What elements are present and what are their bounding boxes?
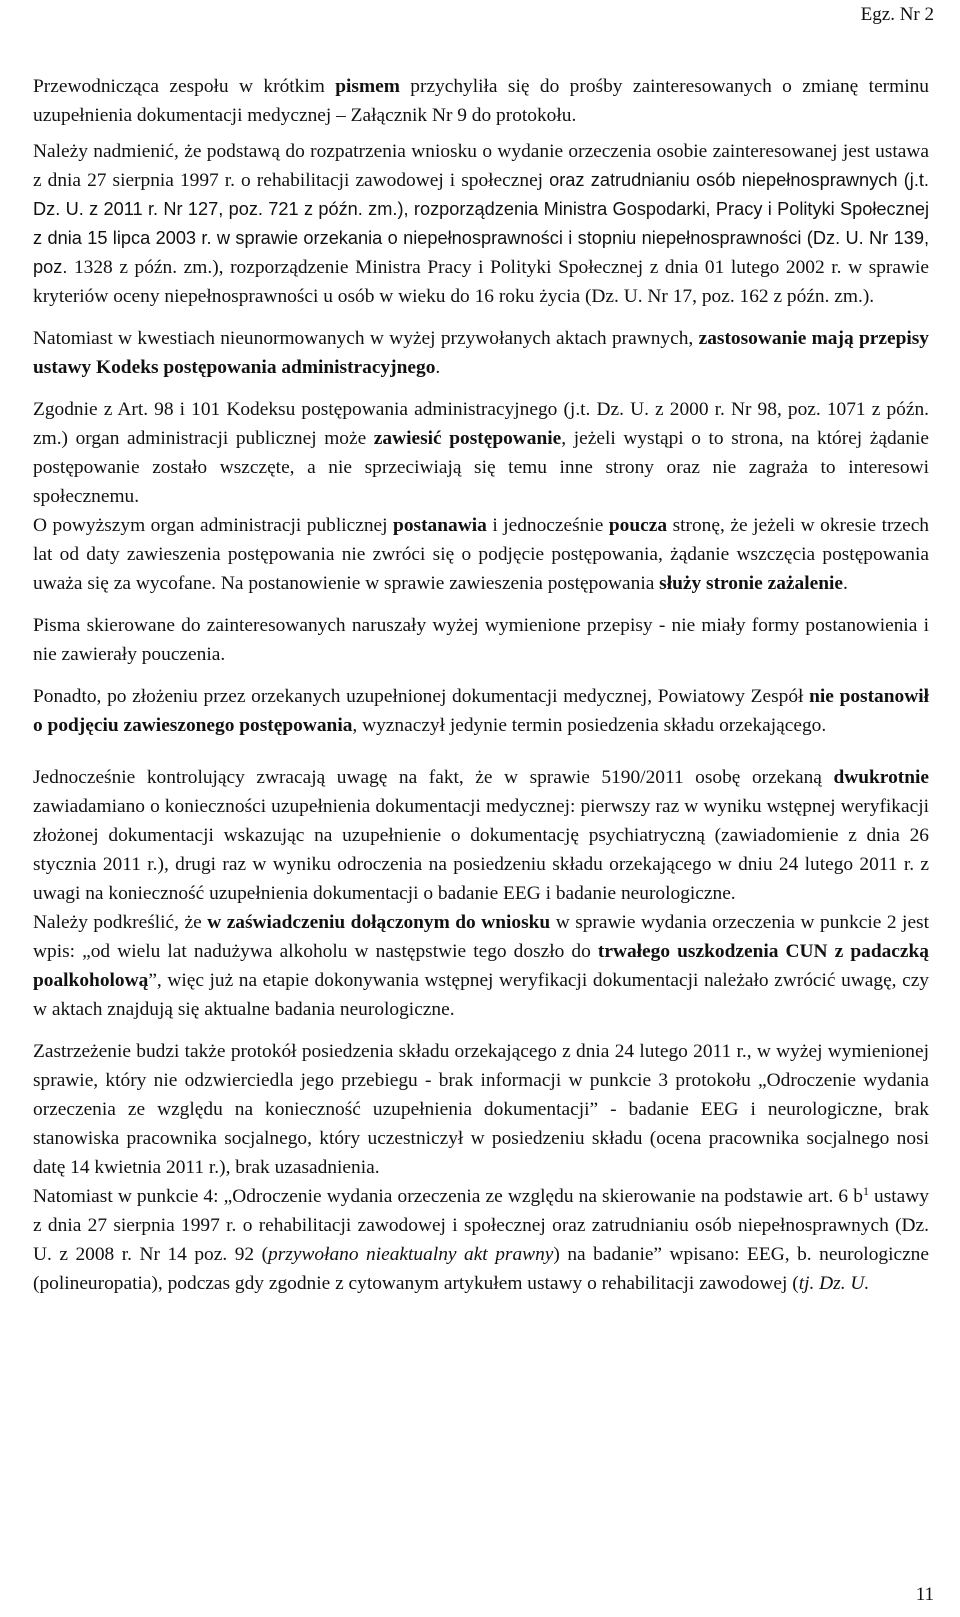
- paragraph-letters-violation: [33, 611, 929, 669]
- text-run: Natomiast w punkcie 4: „Odroczenie wydania orzeczenia ze względu na skierowanie na podstawie art. 6 b: [33, 1186, 863, 1207]
- text-run: Natomiast w kwestiach nieunormowanych w wyżej przywołanych aktach prawnych,: [33, 328, 699, 349]
- bold-text-run: zawiesić postępowanie: [373, 428, 562, 449]
- text-run: ”, więc już na etapie dokonywania wstępnej weryfikacji dokumentacji należało zwrócić uwagę, czy w aktach znajdują się aktualne badania neurologiczne.: [33, 970, 929, 1020]
- text-run: w sprawie wydania orzeczenia w punkcie 2 jest wpis: „od wielu lat nadużywa alkoholu w następstwie tego doszło do: [33, 912, 929, 962]
- text-run: , wyznaczył jedynie termin posiedzenia składu orzekającego.: [352, 715, 827, 736]
- paragraph-letter-to-interested: [33, 72, 929, 130]
- text-run: Przewodnicząca zespołu w krótkim: [33, 76, 336, 97]
- paragraph-protocol-reservation: [33, 1037, 929, 1182]
- italic-text-run: przywołano nieaktualny akt prawny: [268, 1244, 554, 1265]
- bold-text-run: trwałego uszkodzenia CUN z padaczką poalkoholową: [33, 941, 929, 991]
- text-run: zawiadamiano o konieczności uzupełnienia dokumentacji medycznej: pierwszy raz w wyniku wstępnej weryfikacji złożonej dokumentacji wskazując na uzupełnienie o dokumentację psychiatryczną (zawiadomienie z dnia 26 stycznia 2011 r.), drugi raz w wyniku odroczenia na posiedzeniu składu orzekającego w dniu 24 lutego 2011 r. z uwagi na konieczność uzupełnienia dokumentacji o badanie EEG i badanie neurologiczne.: [33, 796, 929, 904]
- text-run: i jednocześnie: [486, 515, 609, 536]
- bold-text-run: w zaświadczeniu dołączonym do wniosku: [207, 912, 551, 933]
- document-copy-label: Egz. Nr 2: [860, 4, 934, 25]
- bold-text-run: nie postanowił o podjęciu zawieszonego postępowania: [33, 686, 930, 736]
- text-run: Zastrzeżenie budzi także protokół posiedzenia składu orzekającego z dnia 24 lutego 2011 r., w wyżej wymienionej sprawie, który nie odzwierciedla jego przebiegu - brak informacji w punkcie 3 protokołu „Odroczenie wydania orzeczenia ze względu na konieczność uzupełnienia dokumentacji” - badanie EEG i neurologiczne, brak stanowiska pracownika socjalnego, który uczestniczył w posiedzeniu składu (ocena pracownika socjalnego nosi datę 14 kwietnia 2011 r.), brak uzasadnienia.: [33, 1041, 929, 1178]
- paragraph-point-4: [33, 1182, 929, 1298]
- paragraph-certificate-entry: [33, 908, 929, 1024]
- text-run: stronę, że jeżeli w okresie trzech lat od daty zawieszenia postępowania nie zwróci się o podjęcie postępowania, żądanie wszczęcia postępowania uważa się za wycofane. Na postanowienie w sprawie zawieszenia postępowania: [33, 515, 929, 594]
- italic-text-run: tj. Dz. U.: [798, 1273, 870, 1294]
- text-run: ) na badanie” wpisano: EEG, b. neurologiczne (polineuropatia), podczas gdy zgodnie z cytowanym artykułem ustawy o rehabilitacji zawodowej (: [33, 1244, 929, 1294]
- text-run: ustawy z dnia 27 sierpnia 1997 r. o rehabilitacji zawodowej i społecznej oraz zatrudnianiu osób niepełnosprawnych (Dz. U. z 2008 r. Nr 14 poz. 92 (: [33, 1186, 929, 1265]
- paragraph-no-resumption: [33, 682, 929, 740]
- page-number: 11: [915, 1584, 934, 1605]
- text-run: Należy podkreślić, że: [33, 912, 208, 933]
- text-run: O powyższym organ administracji publicznej: [33, 515, 394, 536]
- superscript: 1: [862, 1184, 869, 1198]
- document-body: [33, 72, 929, 1298]
- bold-text-run: postanawia: [393, 515, 487, 536]
- paragraph-kpa-applies: [33, 324, 929, 382]
- paragraph-suspension-rules: [33, 395, 929, 511]
- text-run: Jednocześnie kontrolujący zwracają uwagę na fakt, że w sprawie 5190/2011 osobę orzekaną: [33, 767, 834, 788]
- text-run: , jeżeli wystąpi o to strona, na której żądanie postępowanie zostało wszczęte, a nie sprzeciwiają się temu inne strony oraz nie zagraża to interesowi społecznemu.: [33, 428, 930, 507]
- text-run: przychyliła się do prośby zainteresowanych o zmianę terminu uzupełnienia dokumentacji medycznej – Załącznik Nr 9 do protokołu.: [33, 76, 929, 126]
- text-run: Należy nadmienić, że podstawą do rozpatrzenia wniosku o wydanie orzeczenia osobie zainteresowanej jest ustawa z dnia 27 sierpnia 1997 r. o rehabilitacji zawodowej i społecznej: [33, 141, 929, 191]
- text-run: .: [435, 357, 441, 378]
- text-run: Pisma skierowane do zainteresowanych naruszały wyżej wymienione przepisy - nie miały formy postanowienia i nie zawierały pouczenia.: [33, 615, 929, 665]
- text-run: 1328 z późn. zm.), rozporządzenie Ministra Pracy i Polityki Społecznej z dnia 01 lutego 2002 r. w sprawie kryteriów oceny niepełnosprawności u osób w wieku do 16 roku życia (Dz. U. Nr 17, poz. 162 z późn. zm.).: [33, 257, 929, 307]
- paragraph-twice-notified: [33, 763, 929, 908]
- paragraph-decision-instruction: [33, 511, 929, 598]
- text-run: oraz zatrudnianiu osób niepełnosprawnych (j.t. Dz. U. z 2011 r. Nr 127, poz. 721 z późn. zm.), rozporządzenia Ministra Gospodarki, Pracy i Polityki Społecznej z dnia 15 lipca 2003 r. w sprawie orzekania o niepełnosprawności i stopniu niepełnosprawności (Dz. U. Nr 139, poz.: [33, 170, 929, 277]
- bold-text-run: służy stronie zażalenie: [659, 573, 843, 594]
- bold-text-run: dwukrotnie: [833, 767, 929, 788]
- text-run: Zgodnie z Art. 98 i 101 Kodeksu postępowania administracyjnego (j.t. Dz. U. z 2000 r. Nr 98, poz. 1071 z późn. zm.) organ administracji publicznej może: [33, 399, 929, 449]
- bold-text-run: poucza: [608, 515, 668, 536]
- paragraph-legal-basis: [33, 137, 929, 311]
- text-run: Ponadto, po złożeniu przez orzekanych uzupełnionej dokumentacji medycznej, Powiatowy Zespół: [33, 686, 810, 707]
- bold-text-run: pismem: [335, 76, 400, 97]
- text-run: .: [843, 573, 848, 594]
- bold-text-run: zastosowanie mają przepisy ustawy Kodeks postępowania administracyjnego: [33, 328, 929, 378]
